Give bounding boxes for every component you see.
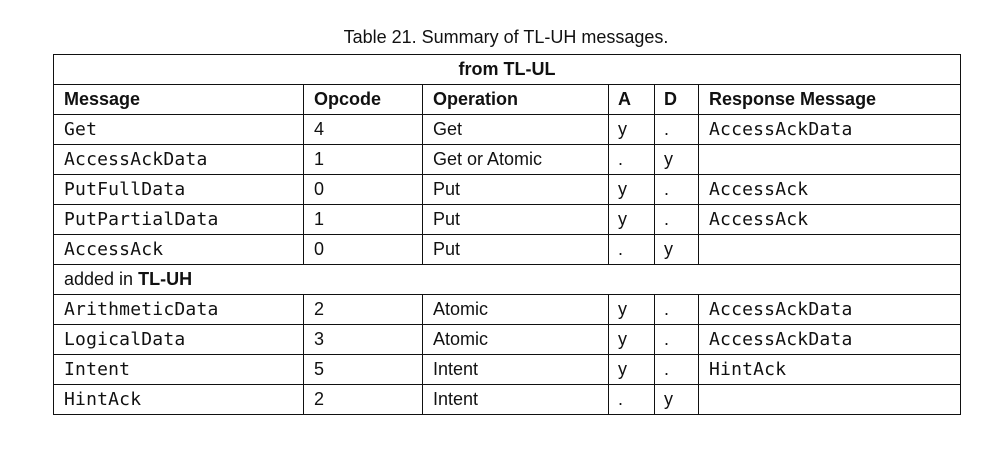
response-cell: [699, 145, 961, 175]
d-cell: .: [655, 325, 699, 355]
operation-cell: Put: [423, 175, 609, 205]
response-cell: AccessAck: [699, 175, 961, 205]
table-row: [54, 385, 961, 415]
header-opcode: Opcode: [304, 85, 423, 115]
response-cell: AccessAckData: [699, 325, 961, 355]
message-cell: ArithmeticData: [54, 295, 304, 325]
opcode-cell: 2: [304, 385, 423, 415]
d-cell: y: [655, 385, 699, 415]
d-cell: .: [655, 115, 699, 145]
operation-cell: Put: [423, 235, 609, 265]
d-cell: y: [655, 145, 699, 175]
a-cell: y: [609, 355, 655, 385]
response-cell: AccessAck: [699, 205, 961, 235]
table-caption: Table 21. Summary of TL-UH messages.: [343, 27, 669, 47]
operation-cell: Intent: [423, 385, 609, 415]
response-cell: AccessAckData: [699, 295, 961, 325]
messages-table: [53, 54, 961, 415]
operation-cell: Get or Atomic: [423, 145, 609, 175]
table-row: [54, 295, 961, 325]
header-response: Response Message: [699, 85, 961, 115]
a-cell: y: [609, 205, 655, 235]
operation-cell: Atomic: [423, 325, 609, 355]
a-cell: y: [609, 175, 655, 205]
message-cell: Get: [54, 115, 304, 145]
section-title-tl-uh: [54, 265, 961, 295]
opcode-cell: 4: [304, 115, 423, 145]
operation-cell: Intent: [423, 355, 609, 385]
d-cell: y: [655, 235, 699, 265]
table-row: [54, 325, 961, 355]
message-cell: LogicalData: [54, 325, 304, 355]
table-row: [54, 355, 961, 385]
a-cell: y: [609, 115, 655, 145]
operation-cell: Atomic: [423, 295, 609, 325]
header-message: Message: [54, 85, 304, 115]
opcode-cell: 1: [304, 145, 423, 175]
table-row: [54, 145, 961, 175]
message-cell: PutPartialData: [54, 205, 304, 235]
opcode-cell: 0: [304, 175, 423, 205]
opcode-cell: 1: [304, 205, 423, 235]
message-cell: AccessAckData: [54, 145, 304, 175]
section-protocol-name: TL-UH: [138, 269, 193, 289]
a-cell: .: [609, 385, 655, 415]
section-prefix: added in: [64, 269, 134, 289]
response-cell: HintAck: [699, 355, 961, 385]
response-cell: AccessAckData: [699, 115, 961, 145]
a-cell: .: [609, 145, 655, 175]
opcode-cell: 0: [304, 235, 423, 265]
header-operation: Operation: [423, 85, 609, 115]
table-row: [54, 205, 961, 235]
section-row-tl-uh: [54, 265, 961, 295]
opcode-cell: 5: [304, 355, 423, 385]
message-cell: PutFullData: [54, 175, 304, 205]
response-cell: [699, 235, 961, 265]
d-cell: .: [655, 205, 699, 235]
a-cell: y: [609, 295, 655, 325]
opcode-cell: 2: [304, 295, 423, 325]
d-cell: .: [655, 295, 699, 325]
operation-cell: Put: [423, 205, 609, 235]
header-row: [54, 85, 961, 115]
section-row-tl-ul: [54, 55, 961, 85]
message-cell: HintAck: [54, 385, 304, 415]
a-cell: y: [609, 325, 655, 355]
section-title-tl-ul: from TL-UL: [54, 55, 961, 85]
header-a: A: [609, 85, 655, 115]
header-d: D: [655, 85, 699, 115]
a-cell: .: [609, 235, 655, 265]
opcode-cell: 3: [304, 325, 423, 355]
operation-cell: Get: [423, 115, 609, 145]
d-cell: .: [655, 175, 699, 205]
response-cell: [699, 385, 961, 415]
table-row: [54, 235, 961, 265]
d-cell: .: [655, 355, 699, 385]
message-cell: AccessAck: [54, 235, 304, 265]
table-row: [54, 115, 961, 145]
message-cell: Intent: [54, 355, 304, 385]
table-row: [54, 175, 961, 205]
